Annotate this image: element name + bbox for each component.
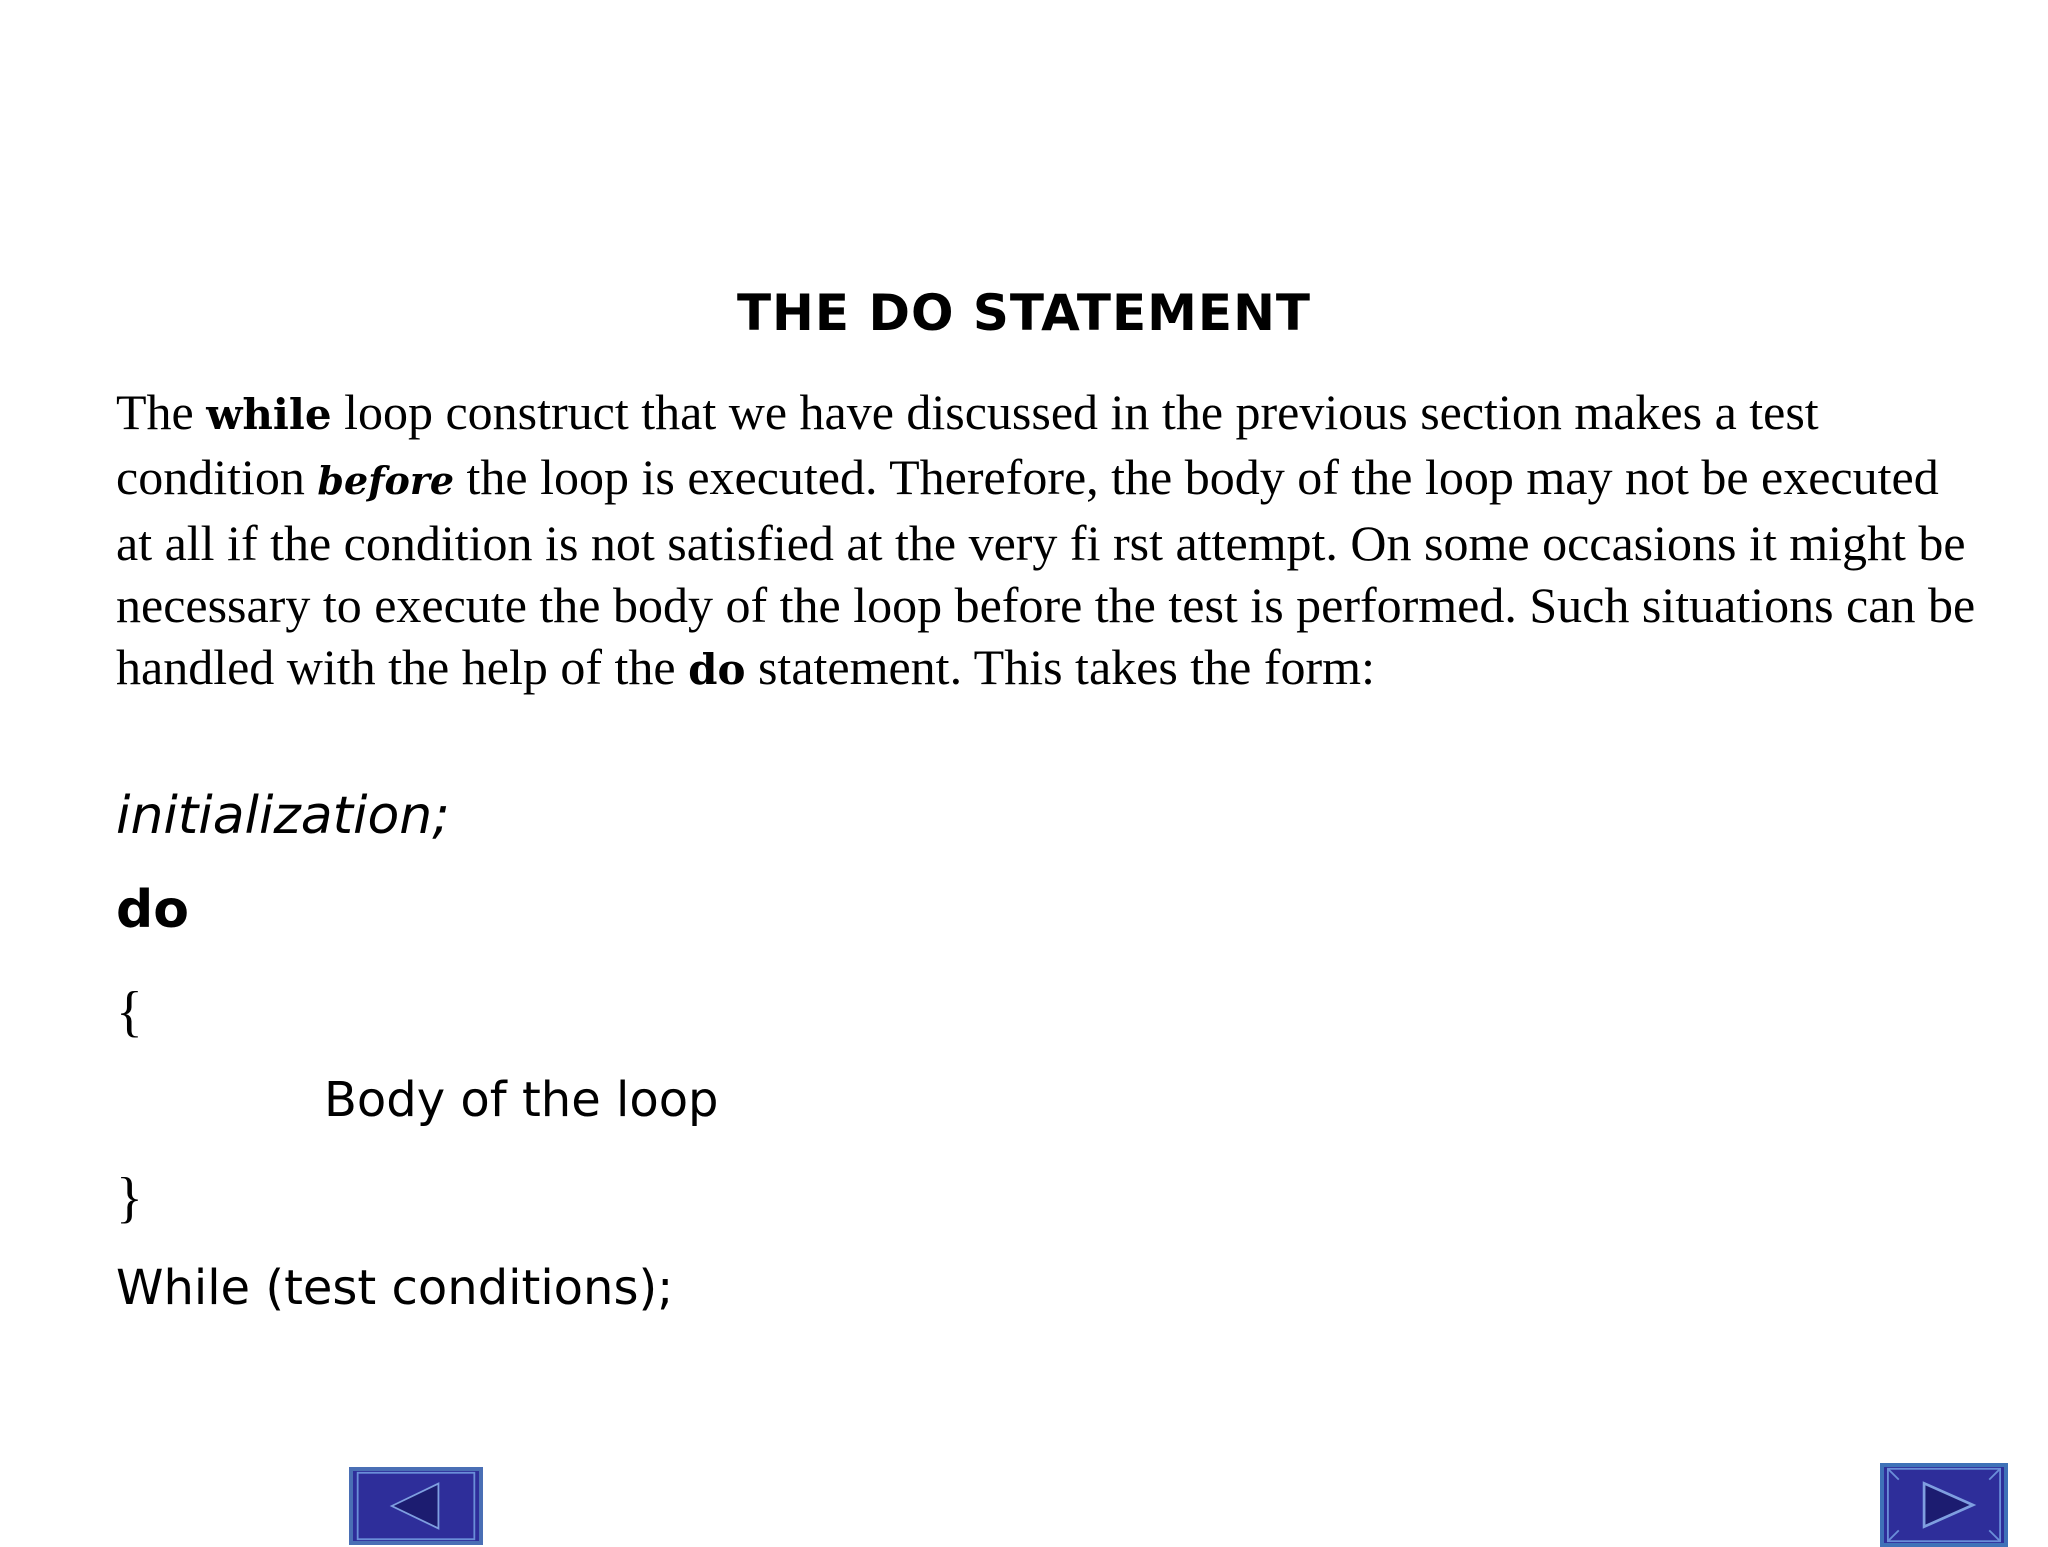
emphasis-before: before: [317, 458, 455, 503]
intro-paragraph: [116, 381, 1976, 701]
code-while-condition: While (test conditions);: [116, 1260, 674, 1316]
para-text-1: The: [116, 384, 207, 440]
code-loop-body: Body of the loop: [324, 1072, 719, 1128]
code-do-keyword: do: [116, 880, 189, 940]
triangle-right-icon: [1884, 1467, 2004, 1543]
keyword-do: do: [688, 645, 746, 694]
previous-slide-button[interactable]: [349, 1467, 483, 1545]
triangle-left-icon: [353, 1471, 479, 1541]
para-text-3: the loop is executed. Therefore, the body of the loop may not be executed at all if the condition is not satisfied at the very fi rst attempt. On some occasions it might be necessary to execute the body of the loop before the test is performed. Such situations can be handled with the help of the: [116, 449, 1976, 695]
next-slide-button[interactable]: [1880, 1463, 2008, 1547]
code-close-brace: }: [116, 1167, 143, 1229]
code-open-brace: {: [116, 981, 143, 1043]
slide-title: THE DO STATEMENT: [736, 284, 1312, 342]
para-text-2: loop construct that we have discussed in the previous section makes a test condition: [116, 384, 1819, 505]
keyword-while: while: [206, 390, 332, 439]
para-text-4: statement. This takes the form:: [745, 639, 1375, 695]
code-initialization: initialization;: [116, 786, 450, 846]
